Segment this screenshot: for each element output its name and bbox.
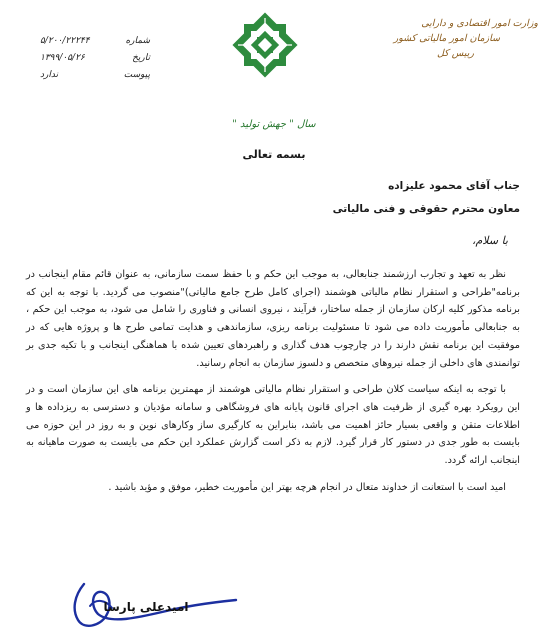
- attachment-value: ندارد: [40, 69, 59, 80]
- tax-organization-emblem-icon: [232, 12, 298, 78]
- ministry-header: [388, 16, 538, 61]
- attachment-label: پیوست: [123, 69, 150, 80]
- year-slogan: سال " جهش تولید ": [232, 119, 316, 130]
- paragraph-1: نظر به تعهد و تجارب ارزشمند جنابعالی، به موجب این حکم و با حفظ سمت سازمانی، به عنوان قائم مقام اینجانب در برنامه"طراحی و استقرار نظام مالیاتی هوشمند (اجرای کامل طرح جامع مالیاتی)"منصوب می گردید. با توجه به این که برنامه مذکور کلیه ارکان سازمان از جمله ساختار، فرآیند ، نیروی انسانی و فناوری را شامل می شود، به موجب این حکم ، به جنابعالی مأموریت داده می شود تا مسئولیت برنامه ریزی، سازماندهی و هدایت تمامی طرح ها و پروژه هایی که در موفقیت این برنامه نقش دارند را در چارچوب هدف گذاری و راهبردهای تعیین شده با هماهنگی اینجانب و با تکیه جدی بر توانمندی های داخلی از جمله نیروهای متخصص و دلسوز سازمان به انجام رسانید.: [26, 269, 520, 369]
- number-row: [40, 32, 150, 49]
- signer-name: امیدعلی پارسا: [103, 600, 189, 614]
- bismillah-heading: بسمه تعالی: [242, 148, 306, 161]
- head-title: رییس کل: [437, 48, 474, 59]
- number-label: شماره: [125, 35, 150, 46]
- paragraph-3: امید است با استعانت از خداوند متعال در انجام هرچه بهتر این مأموریت خطیر، موفق و مؤید باشید .: [108, 481, 506, 493]
- ministry-name: وزارت امور اقتصادی و دارایی: [421, 18, 538, 29]
- addressee-name: جناب آقای محمود علیزاده: [388, 180, 520, 192]
- salutation: با سلام،: [471, 234, 508, 247]
- letter-meta: [40, 32, 150, 83]
- date-value: ۱۳۹۹/۰۵/۲۶: [40, 52, 85, 63]
- letter-body: [26, 266, 520, 505]
- paragraph-2: با توجه به اینکه سیاست کلان طراحی و استقرار نظام مالیاتی هوشمند از مهمترین برنامه های این سازمان است و در این رویکرد بهره گیری از ظرفیت های اجرای قانون پایانه های فروشگاهی و سامانه مؤدیان و دسترسی به ریزداده ها و اطلاعات متقن و واقعی بسیار حائز اهمیت می باشد، بنابراین به کارگیری ساز وکارهای نوین و به روز در این حوزه می بایست به طور جدی در دستور کار قرار گیرد. لازم به ذکر است گزارش عملکرد این حکم می بایست به صورت ماهیانه به اینجانب ارائه گردد.: [26, 384, 520, 467]
- addressee-title: معاون محترم حقوقی و فنی مالیاتی: [332, 203, 520, 215]
- organization-name: سازمان امور مالیاتی کشور: [393, 33, 500, 44]
- attachment-row: [40, 66, 150, 83]
- number-value: ۵/۲۰۰/۲۲۲۴۴: [40, 35, 90, 46]
- date-label: تاریخ: [132, 52, 150, 63]
- date-row: [40, 49, 150, 66]
